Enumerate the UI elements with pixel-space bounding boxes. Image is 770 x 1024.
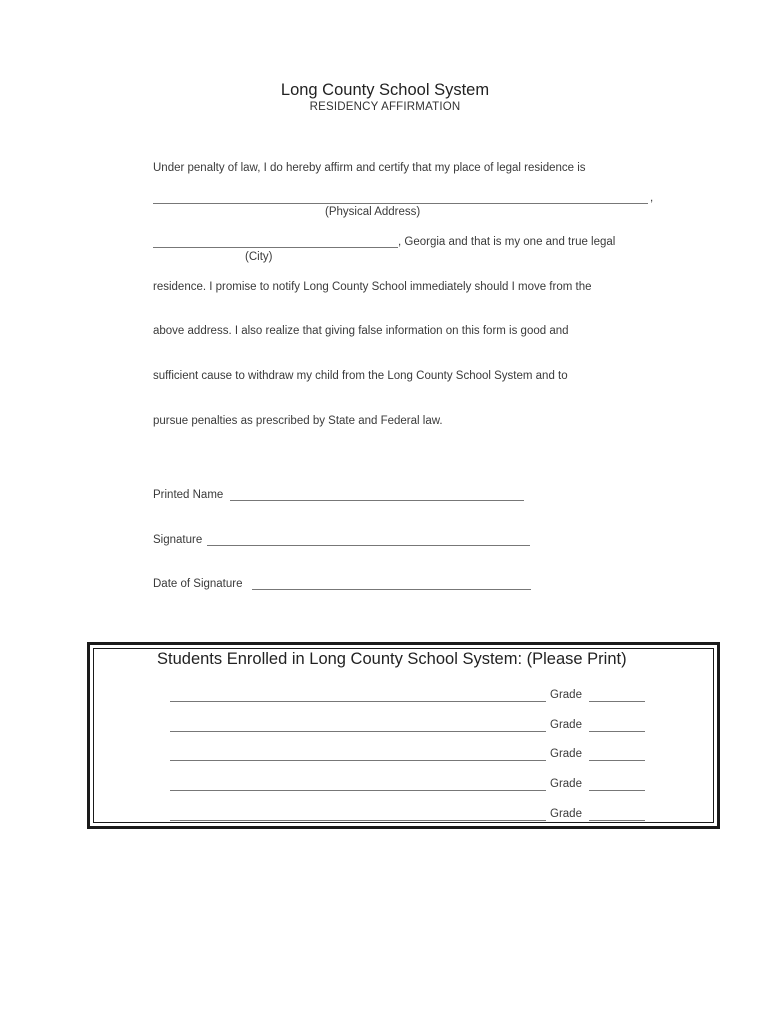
- grade-label-3: Grade: [550, 748, 582, 760]
- signature-label: Signature: [153, 534, 203, 546]
- student-name-field-1[interactable]: [170, 701, 546, 702]
- date-of-signature-field[interactable]: [252, 589, 531, 590]
- physical-address-field[interactable]: [153, 203, 648, 204]
- affirmation-line-1: residence. I promise to notify Long County School immediately should I move from the: [153, 281, 592, 293]
- grade-label-4: Grade: [550, 778, 582, 790]
- physical-address-caption: (Physical Address): [325, 206, 421, 218]
- printed-name-label: Printed Name: [153, 489, 224, 501]
- affirmation-intro: Under penalty of law, I do hereby affirm and certify that my place of legal residence is: [153, 162, 586, 174]
- grade-label-1: Grade: [550, 689, 582, 701]
- form-title: Long County School System: [280, 81, 490, 99]
- address-comma: ,: [650, 192, 654, 204]
- city-caption: (City): [245, 251, 273, 263]
- student-name-field-5[interactable]: [170, 820, 546, 821]
- city-field[interactable]: [153, 247, 398, 248]
- affirmation-line-4: pursue penalties as prescribed by State and Federal law.: [153, 415, 443, 427]
- students-enrolled-box-inner-border: [93, 648, 714, 823]
- student-name-field-2[interactable]: [170, 731, 546, 732]
- printed-name-field[interactable]: [230, 500, 524, 501]
- signature-field[interactable]: [207, 545, 530, 546]
- grade-field-2[interactable]: [589, 731, 645, 732]
- grade-field-3[interactable]: [589, 760, 645, 761]
- student-name-field-3[interactable]: [170, 760, 546, 761]
- students-enrolled-box: [87, 642, 720, 829]
- affirmation-line-2: above address. I also realize that giving false information on this form is good and: [153, 325, 569, 337]
- grade-label-2: Grade: [550, 719, 582, 731]
- grade-field-1[interactable]: [589, 701, 645, 702]
- affirmation-line-3: sufficient cause to withdraw my child from the Long County School System and to: [153, 370, 568, 382]
- form-subtitle: RESIDENCY AFFIRMATION: [309, 101, 461, 113]
- grade-field-5[interactable]: [589, 820, 645, 821]
- grade-field-4[interactable]: [589, 790, 645, 791]
- grade-label-5: Grade: [550, 808, 582, 820]
- city-trailing-text: , Georgia and that is my one and true legal: [398, 236, 616, 248]
- students-box-title: Students Enrolled in Long County School System: (Please Print): [157, 650, 627, 668]
- student-name-field-4[interactable]: [170, 790, 546, 791]
- date-of-signature-label: Date of Signature: [153, 578, 243, 590]
